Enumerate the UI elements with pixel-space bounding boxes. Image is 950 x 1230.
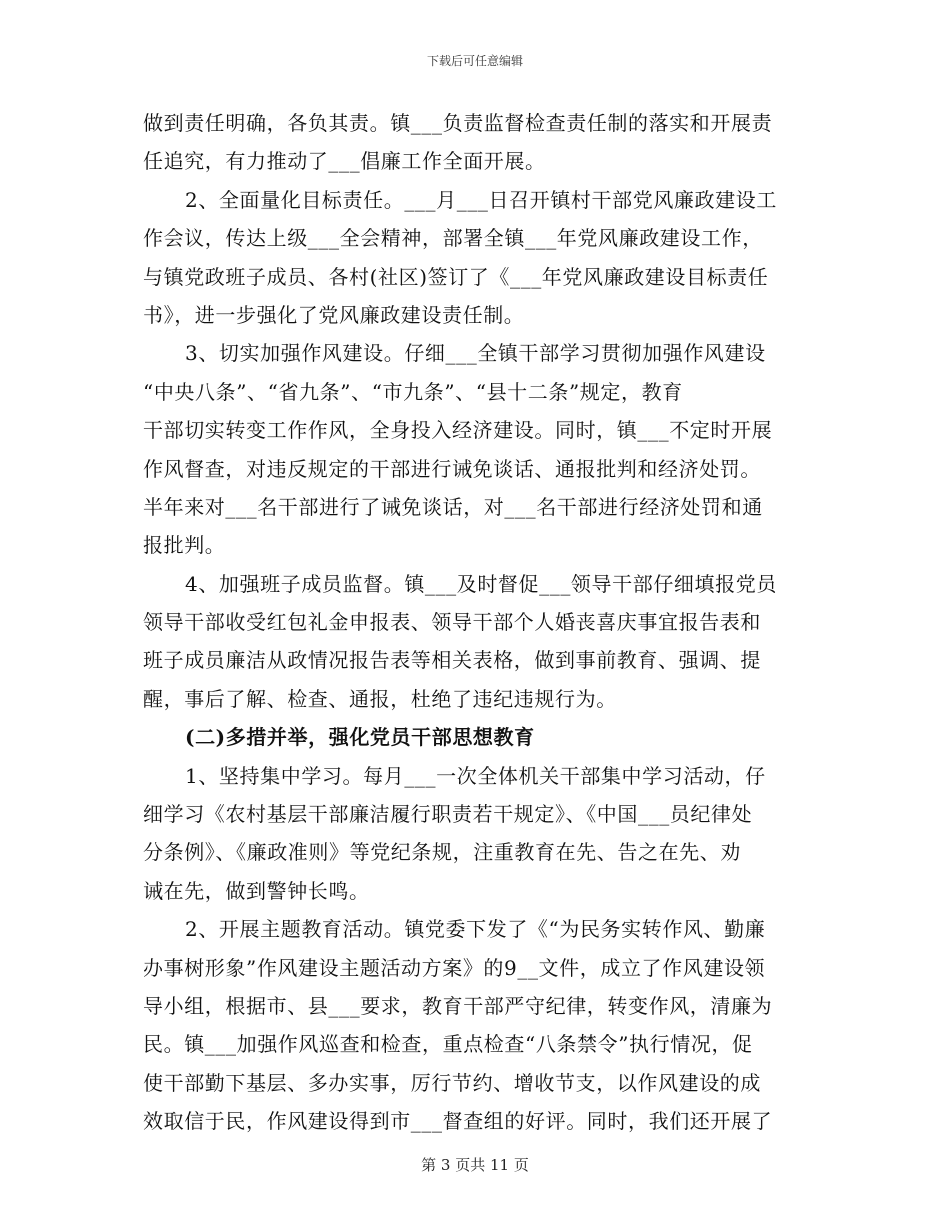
paragraph-line: 诫在先，做到警钟长鸣。 [143,878,370,903]
paragraph-line: 细学习《农村基层干部廉洁履行职责若干规定》、《中国___员纪律处 [143,802,753,827]
paragraph-line: 醒，事后了解、检查、通报，杜绝了违纪违规行为。 [143,686,617,711]
paragraph-line: 2、开展主题教育活动。镇党委下发了《“为民务实转作风、勤廉 [185,917,766,942]
paragraph-line: 办事树形象”作风建设主题活动方案》的9__文件，成立了作风建设领 [143,955,766,980]
page-footer: 第 3 页共 11 页 [421,1156,529,1174]
paragraph-line: 作会议，传达上级___全会精神，部署全镇___年党风廉政建设工作， [143,226,763,251]
document-body [143,104,807,1141]
paragraph-line: 2、全面量化目标责任。___月___日召开镇村干部党风廉政建设工 [185,187,777,212]
paragraph-line: 半年来对___名干部进行了诫免谈话，对___名干部进行经济处罚和通 [143,494,763,519]
paragraph-line: 4、加强班子成员监督。镇___及时督促___领导干部仔细填报党员 [185,571,777,596]
section-heading: (二)多措并举，强化党员干部思想教育 [185,725,535,750]
paragraph-line: 做到责任明确，各负其责。镇___负责监督检查责任制的落实和开展责 [143,111,773,135]
paragraph-line: 作风督查，对违反规定的干部进行诫免谈话、通报批判和经济处罚。 [143,456,761,481]
paragraph-line: 效取信于民，作风建设得到市___督查组的好评。同时，我们还开展了 [143,1109,773,1134]
paragraph-line: 班子成员廉洁从政情况报告表等相关表格，做到事前教育、强调、提 [143,648,761,673]
paragraph-line: 使干部勤下基层、多办实事，厉行节约、增收节支，以作风建设的成 [143,1070,761,1095]
paragraph-line: 3、切实加强作风建设。仔细___全镇干部学习贯彻加强作风建设 [185,341,766,366]
page-header: 下载后可任意编辑 [426,54,523,68]
paragraph-line: 导小组，根据市、县___要求，教育干部严守纪律，转变作风，清廉为 [143,993,773,1018]
paragraph-line: 领导干部收受红包礼金申报表、领导干部个人婚丧喜庆事宜报告表和 [143,610,761,635]
paragraph-line: 分条例》、《廉政准则》等党纪条规，注重教育在先、告之在先、劝 [143,840,741,865]
paragraph-line: 1、坚持集中学习。每月___一次全体机关干部集中学习活动，仔 [185,763,766,788]
paragraph-line: 任追究，有力推动了___倡廉工作全面开展。 [143,149,546,174]
paragraph-line: “中央八条”、“省九条”、“市九条”、“县十二条”规定，教育 [143,379,683,404]
paragraph-line: 与镇党政班子成员、各村(社区)签订了《___年党风廉政建设目标责任 [143,264,769,289]
paragraph-line: 书》，进一步强化了党风廉政建设责任制。 [143,302,525,327]
paragraph-line: 干部切实转变工作作风，全身投入经济建设。同时，镇___不定时开展 [143,418,773,443]
paragraph-line: 报批判。 [143,533,226,558]
paragraph-line: 民。镇___加强作风巡查和检查，重点检查“八条禁令”执行情况，促 [143,1032,753,1057]
